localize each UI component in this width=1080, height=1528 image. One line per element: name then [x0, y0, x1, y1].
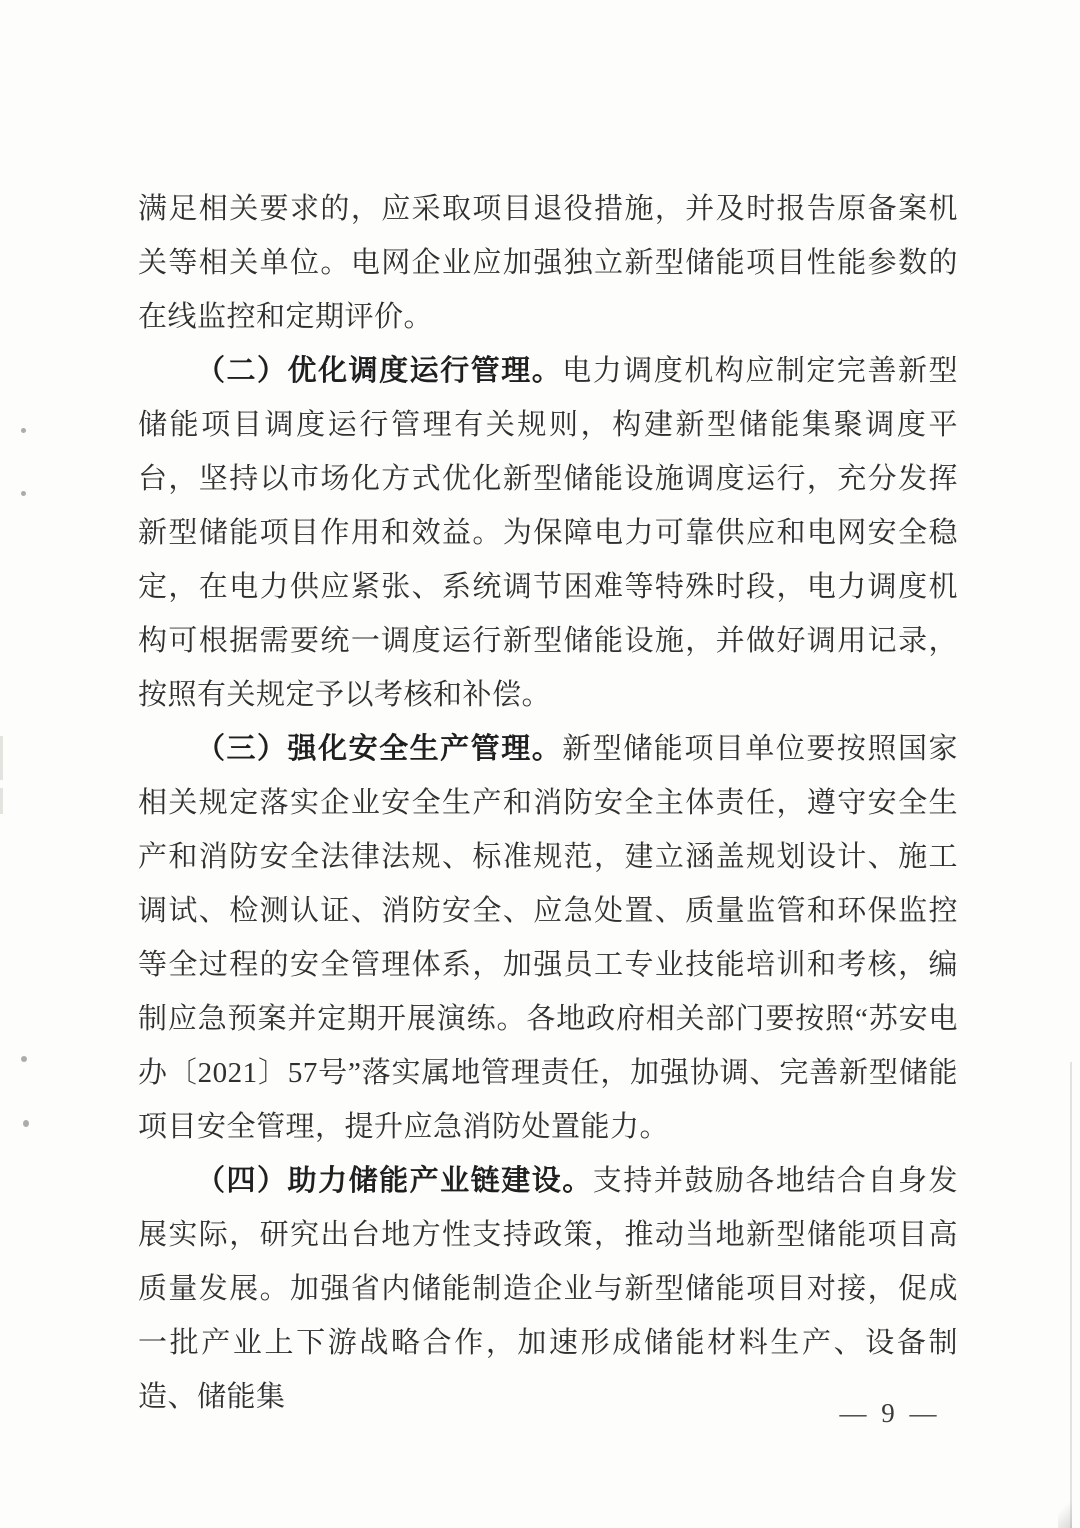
scan-artifact-dot [21, 491, 26, 496]
scan-artifact-dot [21, 428, 26, 433]
scan-artifact-smudge [0, 788, 3, 814]
paragraph [138, 722, 958, 1154]
scan-artifact-smudge [0, 736, 3, 780]
scan-page-edge-line [1070, 1062, 1072, 1528]
paragraph-heading: （二）优化调度运行管理。 [196, 355, 563, 387]
paragraph-body: 电力调度机构应制定完善新型储能项目调度运行管理有关规则，构建新型储能集聚调度平台，坚持以市场化方式优化新型储能设施调度运行，充分发挥新型储能项目作用和效益。为保障电力可靠供应和电网安全稳定，在电力供应紧张、系统调节困难等特殊时段，电力调度机构可根据需要统一调度运行新型储能设施，并做好调用记录，按照有关规定予以考核和补偿。 [138, 355, 958, 711]
scan-artifact-dot [23, 1120, 29, 1127]
scan-page-corner-shadow [1058, 1492, 1072, 1528]
text-block [138, 182, 958, 1424]
paragraph [138, 344, 958, 722]
paragraph-body: 新型储能项目单位要按照国家相关规定落实企业安全生产和消防安全主体责任，遵守安全生产和消防安全法律法规、标准规范，建立涵盖规划设计、施工调试、检测认证、消防安全、应急处置、质量监管和环保监控等全过程的安全管理体系，加强员工专业技能培训和考核，编制应急预案并定期开展演练。各地政府相关部门要按照“苏安电办〔2021〕57号”落实属地管理责任，加强协调、完善新型储能项目安全管理，提升应急消防处置能力。 [138, 733, 958, 1143]
page-number: — 9 — [839, 1398, 941, 1428]
paragraph-body: 满足相关要求的，应采取项目退役措施，并及时报告原备案机关等相关单位。电网企业应加强独立新型储能项目性能参数的在线监控和定期评价。 [138, 193, 958, 333]
scan-artifact-dot [21, 1056, 27, 1062]
paragraph [138, 182, 958, 344]
paragraph [138, 1154, 958, 1424]
paragraph-heading: （四）助力储能产业链建设。 [196, 1165, 593, 1197]
paragraph-heading: （三）强化安全生产管理。 [196, 733, 563, 765]
paragraph-body: 支持并鼓励各地结合自身发展实际，研究出台地方性支持政策，推动当地新型储能项目高质量发展。加强省内储能制造企业与新型储能项目对接，促成一批产业上下游战略合作，加速形成储能材料生产、设备制造、储能集 [138, 1165, 958, 1413]
